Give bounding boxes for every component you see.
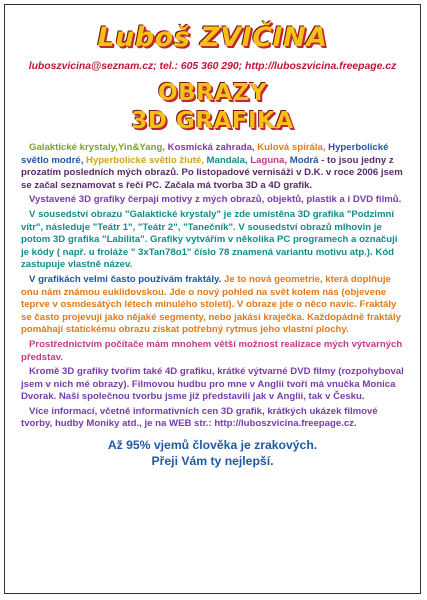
paragraph <box>21 194 408 207</box>
text-segment: Laguna, <box>250 154 290 166</box>
footer-line-2: Přeji Vám ty nejlepší. <box>151 454 274 469</box>
author-name: Luboš ZVIČINA <box>97 22 328 53</box>
title-3d-grafika: 3D GRAFIKA <box>131 108 294 134</box>
text-segment: Modrá <box>289 154 319 166</box>
poster-page <box>4 4 421 594</box>
title-obrazy: OBRAZY <box>158 80 267 106</box>
text-segment: Více informací, včetně informativních cen 3D grafik, krátkých ukázek filmové tvorby, hudby Moniky atd., je na WEB str.: http://luboszvicina.freepage.cz. <box>21 405 378 430</box>
text-segment: Hyperbolické světlo modré, <box>21 142 389 166</box>
text-segment: V grafikách velmi často používám fraktály. <box>29 273 224 285</box>
text-segment: Hyperbolické světlo žluté, <box>86 154 207 166</box>
text-segment: Galaktické krystaly,Yin&Yang, <box>29 142 168 153</box>
text-segment: - to jsou jedny z prozatím posledních mých obrazů. Po listopadové vernisáži v D.K. v roce 2006 jsem se začal seznamovat s řečí PC. Začala má tvorba 3D a 4D grafik. <box>21 154 403 191</box>
text-segment: Vystavené 3D grafiky čerpají motivy z mých obrazů, objektů, plastik a i DVD filmů. <box>29 194 402 206</box>
text-segment: Kulová spirála, <box>257 142 329 153</box>
paragraph <box>21 339 408 364</box>
footer <box>5 437 420 469</box>
footer-line-1: Až 95% vjemů člověka je zrakových. <box>107 438 318 453</box>
text-segment: Mandala, <box>206 154 251 166</box>
body-text <box>21 142 408 431</box>
paragraph <box>21 142 408 192</box>
contact-line: luboszvicina@seznam.cz; tel.: 605 360 290; http://luboszvicina.freepage.cz <box>28 61 397 72</box>
paragraph <box>21 366 408 404</box>
text-segment: Kromě 3D grafiky tvořím také 4D grafiku, krátké výtvarné DVD filmy (rozpohyboval jsem v nich mé obrazy). Filmovou hudbu pro mne v Anglii tvoří má vnučka Monica Dvorak. Naši společnou tvorbu jsme již představili jak v Anglii, tak v Česku. <box>21 366 404 403</box>
text-segment: Je to nová geometrie, která doplňuje onu nám známou euklidovskou. Jde o nový pohled na svět kolem nás (objevene teprve v osmdesátých létech minulého století). V obraze jde o něco navíc. Fraktály se často projevují jako nějaké segmenty, nebo jakási kraječka. Každopádně fraktály pomáhají statickému obrazu získat potřebný rytmus jeho vlastní plochy. <box>21 273 402 336</box>
text-segment: Prostřednictvím počítače mám mnohem větší možnost realizace mých výtvarných představ. <box>21 338 403 363</box>
paragraph <box>21 274 408 337</box>
text-segment: V sousedství obrazu "Galaktické krystaly" je zde umístěna 3D grafika "Podzimní vítr", následuje "Teátr 1", "Teátr 2", "Tanečník". V sousedství obrazů mlhovin je potom 3D grafika "Labilita". Grafiky vytvářím v několika PC programech a označuji je kódy ( např. u froláže " 3xTan78o1" číslo 78 znamená variantu motivu atp.). Kód zastupuje vlastně název. <box>21 208 398 271</box>
text-segment: Kosmická zahrada, <box>167 142 258 153</box>
paragraph <box>21 406 408 431</box>
paragraph <box>21 209 408 272</box>
